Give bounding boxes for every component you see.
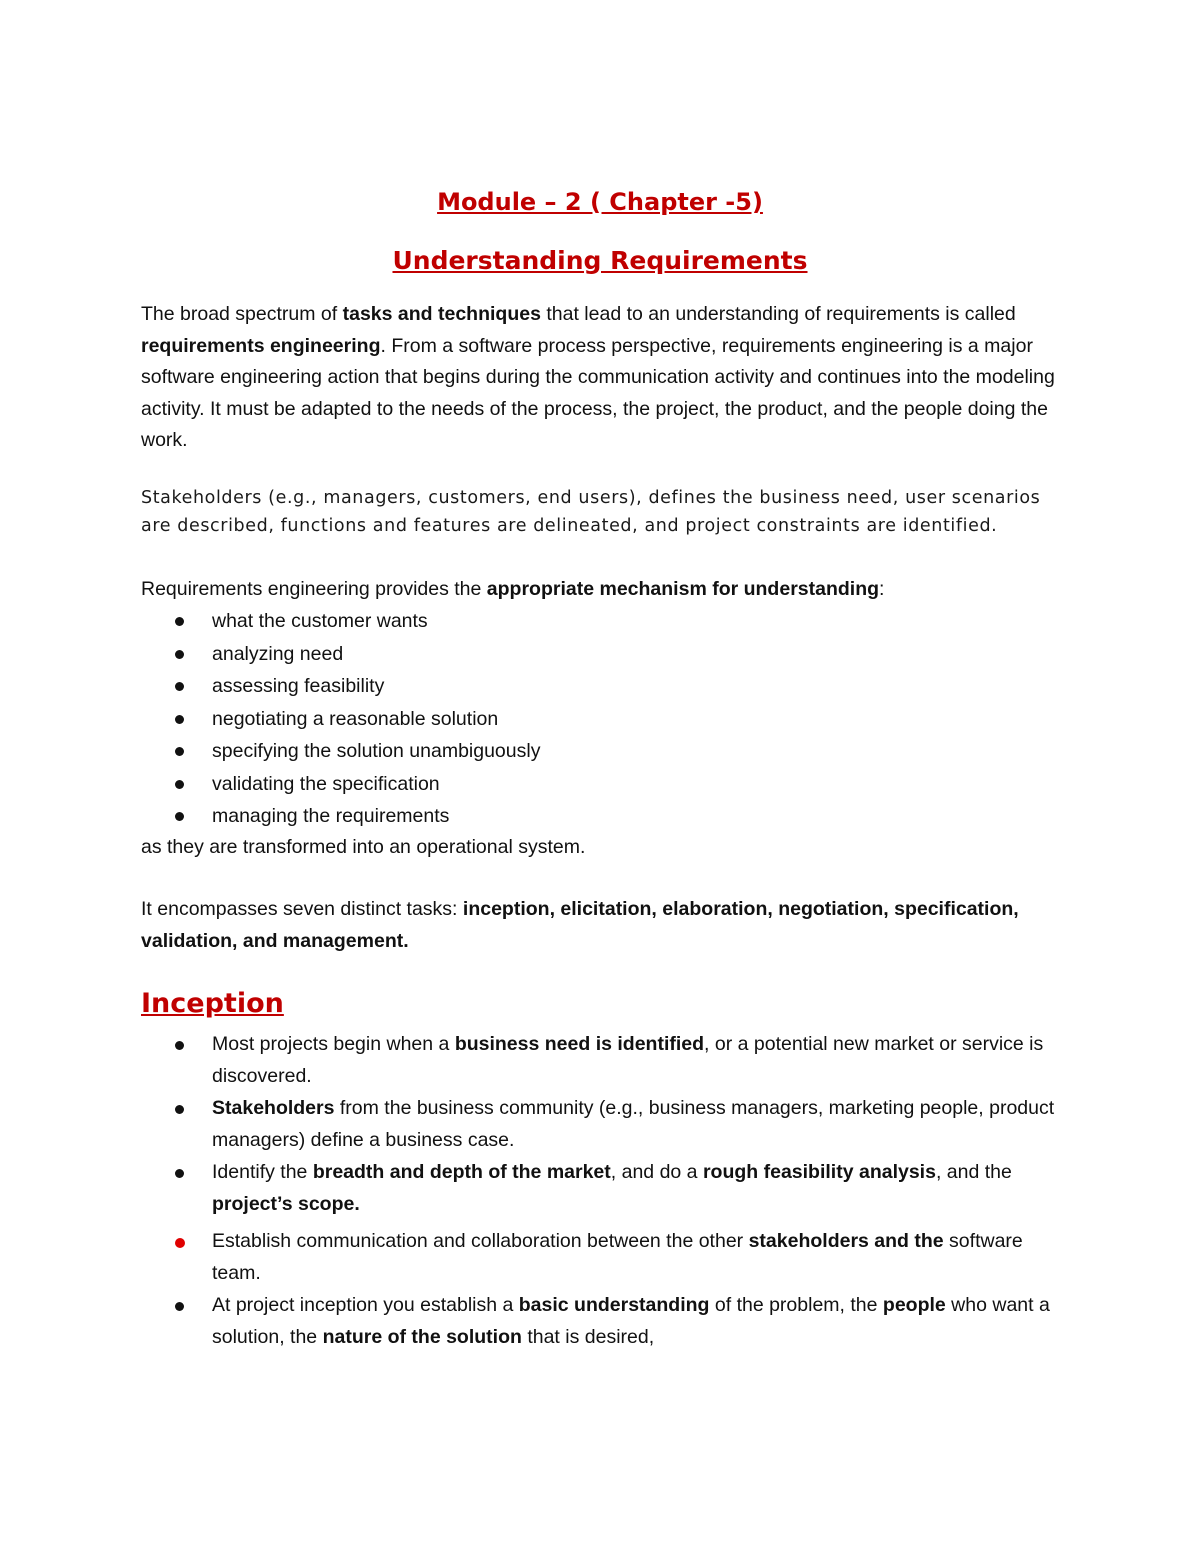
list-item-text: Most projects begin when a [212,1033,455,1055]
mechanism-text: : [879,578,885,600]
list-item-text: Establish communication and collaboration between the other [212,1230,749,1252]
list-item-emphasis: Stakeholders [212,1097,335,1119]
list-item-emphasis: breadth and depth of the market [312,1161,611,1183]
list-item-emphasis: stakeholders and the [748,1230,944,1252]
list-item-emphasis: business need is identified [454,1033,705,1055]
intro-paragraph [141,299,1076,457]
page-title: Understanding Requirements [392,246,808,275]
list-item-emphasis: people [882,1294,946,1316]
stakeholders-paragraph: Stakeholders (e.g., managers, customers, end users), defines the business need, user scenarios are described, functions and features are delineated, and project constraints are identified. [141,488,1041,536]
bullet-icon [175,617,184,626]
intro-text: that lead to an understanding of requirements is called [540,303,1016,325]
tasks-text: It encompasses seven distinct tasks: [141,898,463,920]
list-item-text: software team. [212,1230,1023,1284]
list-item-emphasis: rough feasibility analysis [702,1161,936,1183]
inception-list [141,1029,1076,1354]
bullet-icon [175,715,184,724]
list-item-text: , and do a [610,1161,703,1183]
list-item-text: of the problem, the [709,1294,883,1316]
list-item-emphasis: basic understanding [518,1294,710,1316]
list-item-text: who want a solution, the [212,1294,1050,1348]
list-item-text: negotiating a reasonable solution [212,707,499,730]
mechanism-list [141,605,1076,833]
intro-text: . From a software process perspective, requirements engineering is a major software engineering action that begins during the communication activity and continues into the modeling activity. It must be adapted to the needs of the process, the project, the product, and the people doing the work. [141,334,1055,451]
bullet-icon [175,780,184,789]
list-item-text: what the customer wants [212,610,428,632]
list-item [141,1290,1076,1353]
tasks-paragraph [141,894,1076,957]
intro-emphasis: requirements engineering [141,334,381,357]
list-item-text: At project inception you establish a [212,1294,519,1316]
bullet-icon [175,1041,184,1050]
list-item-text: specifying the solution unambiguously [212,740,541,762]
module-title: Module – 2 ( Chapter -5) [437,188,763,216]
bullet-icon [175,682,184,691]
list-item [141,800,1076,833]
bullet-icon [175,1302,184,1311]
red-bullet-icon [175,1238,185,1248]
list-item-text: managing the requirements [212,805,450,827]
mechanism-emphasis: appropriate mechanism for understanding [486,578,880,600]
mechanism-text: Requirements engineering provides the [141,578,487,600]
list-item-text: validating the specification [212,772,440,795]
intro-text: The broad spectrum of [141,303,343,325]
list-item [141,703,1076,736]
inception-heading: Inception [141,988,284,1019]
list-item-emphasis: nature of the solution [322,1325,522,1348]
list-item-text: assessing feasibility [212,675,385,697]
list-item-text: , or a potential new market or service is discovered. [212,1033,1044,1087]
mechanism-paragraph [141,574,1076,606]
list-item-emphasis: project’s scope. [212,1192,360,1215]
transformation-paragraph: as they are transformed into an operational system. [141,836,586,858]
bullet-icon [175,1105,184,1114]
list-item-text: from the business community (e.g., business managers, marketing people, product managers) define a business case. [212,1097,1055,1151]
bullet-icon [175,1169,184,1178]
list-item [141,670,1076,703]
list-item-text: Identify the [212,1161,313,1183]
list-item-text: analyzing need [212,642,344,665]
list-item [141,1093,1076,1156]
list-item [141,1157,1076,1220]
tasks-emphasis: inception, elicitation, elaboration, negotiation, specification, validation, and management. [141,898,1019,952]
list-item [141,605,1076,638]
list-item [141,1029,1076,1092]
list-item [141,768,1076,801]
list-item [141,1226,1076,1289]
list-item-text: that is desired, [521,1325,655,1348]
list-item [141,638,1076,671]
bullet-icon [175,650,184,659]
bullet-icon [175,747,184,756]
bullet-icon [175,812,184,821]
intro-emphasis: tasks and techniques [342,303,541,325]
list-item-text: , and the [935,1161,1012,1183]
list-item [141,735,1076,768]
